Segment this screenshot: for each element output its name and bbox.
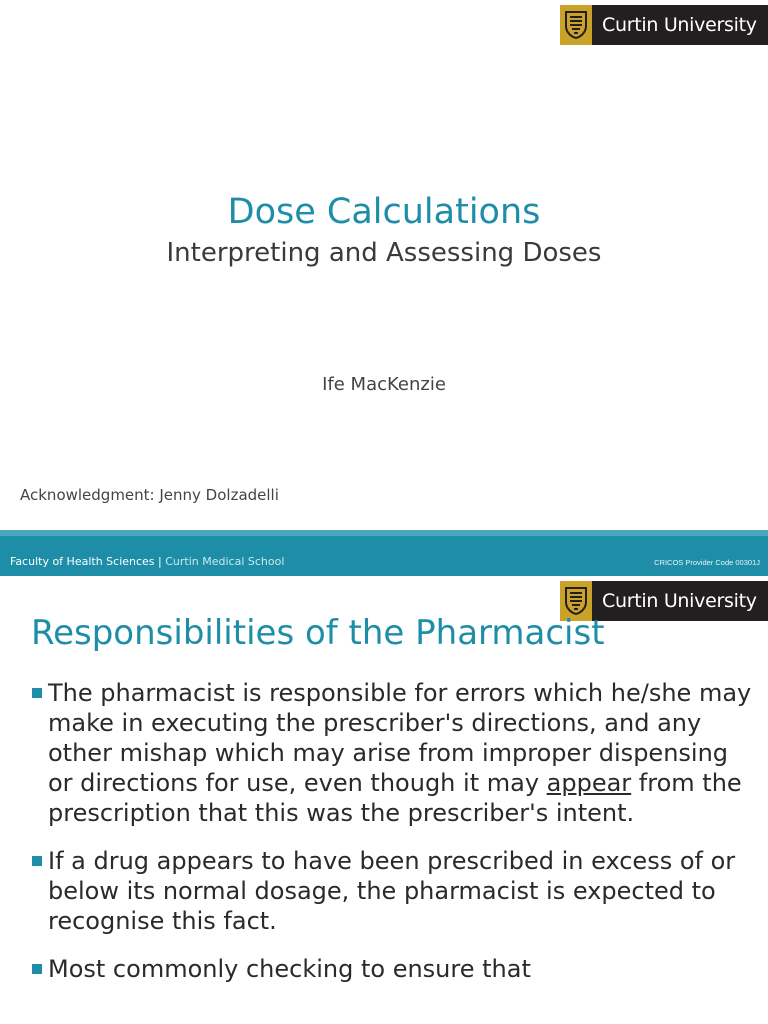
square-bullet-icon <box>32 688 42 698</box>
slide-footer <box>0 536 768 576</box>
footer-faculty-name: Faculty of Health Sciences <box>10 555 155 568</box>
acknowledgment: Acknowledgment: Jenny Dolzadelli <box>20 486 279 504</box>
bullet-emphasis: appear <box>546 769 632 797</box>
bullet-item <box>30 954 760 984</box>
footer-faculty <box>10 555 284 568</box>
presentation-title: Dose Calculations <box>227 192 541 232</box>
footer-separator: | <box>154 555 166 568</box>
bullet-text: Most commonly checking to ensure that <box>48 955 531 983</box>
curtin-logo <box>560 5 768 45</box>
logo-wordmark: Curtin University <box>602 590 757 612</box>
footer-school-name: Curtin Medical School <box>165 555 285 568</box>
bullet-item <box>30 678 760 828</box>
slide-title: Responsibilities of the Pharmacist <box>31 613 605 653</box>
crest-icon <box>560 5 592 45</box>
square-bullet-icon <box>32 856 42 866</box>
content-slide <box>0 576 768 1024</box>
bullet-text-start: The pharmacist is responsible for errors which he/she may make in executing the prescriber's directions, and any other mishap which may arise from improper dispensing or directions for use, even though it may <box>48 679 752 797</box>
logo-wordmark: Curtin University <box>602 14 757 36</box>
square-bullet-icon <box>32 964 42 974</box>
presentation-subtitle: Interpreting and Assessing Doses <box>166 238 602 268</box>
bullet-text-end: from the prescription that this was the prescriber's intent. <box>48 769 742 827</box>
author-name: Ife MacKenzie <box>322 374 446 395</box>
bullet-list <box>30 678 760 1002</box>
bullet-text: If a drug appears to have been prescribed in excess of or below its normal dosage, the pharmacist is expected to recognise this fact. <box>48 847 736 935</box>
footer-cricos-code: CRICOS Provider Code 00301J <box>654 558 760 567</box>
bullet-item <box>30 846 760 936</box>
